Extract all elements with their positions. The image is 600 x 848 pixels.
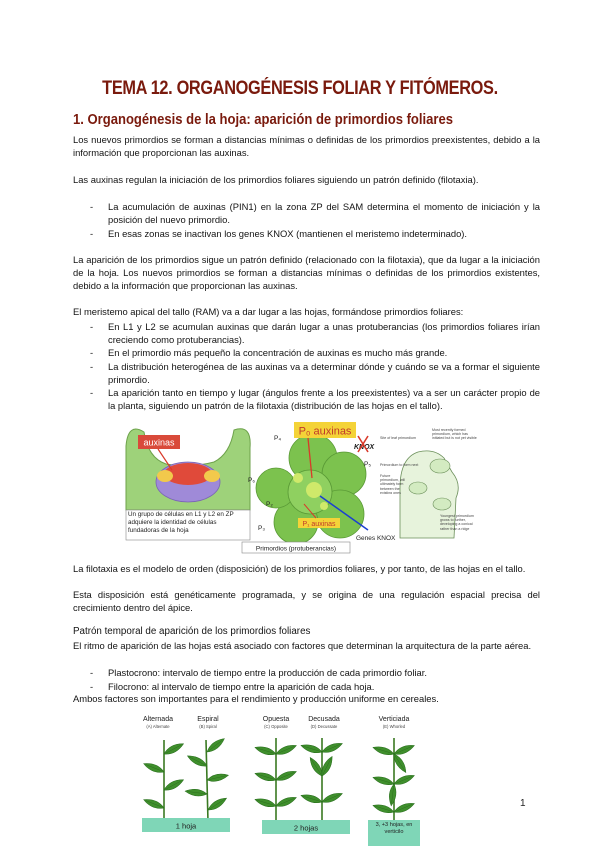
type-opuesta-sub: (C) Opposite bbox=[264, 724, 288, 729]
box-2-hojas-label: 2 hojas bbox=[293, 823, 319, 833]
type-espiral: Espiral bbox=[197, 716, 219, 723]
type-decusada: Decusada bbox=[308, 716, 340, 723]
box-3-hojas-label: 3, +3 hojas, en verticilo bbox=[375, 822, 413, 835]
phyllotaxis-figure bbox=[136, 714, 426, 848]
primordia-figure bbox=[118, 418, 478, 558]
paragraph-3: La aparición de los primordios sigue un patrón definido (relacionado con la filotaxia), que da lugar a la iniciación de la hoja. Los nuevos primordios se forman a distancias mínimas o definidas de los primordios existentes, debido a la información que proporcionan las auxinas. bbox=[73, 254, 540, 292]
right-note-4: Future primordium, will ultimately form between the existing ones bbox=[380, 474, 405, 494]
p2-label: P₂ bbox=[266, 501, 273, 508]
document-page: TEMA 12. ORGANOGÉNESIS FOLIAR Y FITÓMEROS. 1. Organogénesis de la hoja: aparición de primordios foliares Los nuevos primordios se forman a distancias mínimas o definidas de los primordios preexistentes, debido a la información que proporcionan las auxinas. Las auxinas regulan la iniciación de los primordios foliares siguiendo un patrón definido (filotaxia). - La acumulación de auxinas (PIN1) en la zona ZP del SAM determina el momento de iniciación y la posición del nuevo primordio. - En esas zonas se inactivan los genes KNOX (mantienen el meristemo indeterminado). La aparición de los primordios sigue un patrón definido (relacionado con la filotaxia), que da lugar a la iniciación de la hoja. Los nuevos primordios se forman a distancias mínimas o definidas de los primordios existentes, debido a la información que proporcionan las auxinas. El meristemo apical del tallo (RAM) va a dar lugar a las hojas, formándose primordios foliares: - En L1 y L2 se acumulan auxinas que darán lugar a unas protuberancias (los primordios foliares irían creciendo como protuberancias). - En el primordio más pequeño la concentración de auxinas es mucho más grande. - La distribución heterogénea de las auxinas va a determinar dónde y cuándo se va a formar el siguiente primordio. - La aparición tanto en tiempo y lugar (ángulos frente a los preexistentes) va a ser un carácter propio de la planta, siguiendo un patrón de la filotaxia (distribución de las hojas en el tallo). auxinas Un grupo de células en L1 y L2 en ZP adquiere la identidad de células fundadoras de la hoja P₀ auxinas KNOX P₁ auxinas Genes KNOX P₄ P₅ P₃ P₆ P₂ Primordios (protuberancias) Site of leaf primordium Most recently formed primordium, which has initiated but is not yet visible Primordium to form next Future primordium, will ultimately form between the existing ones Youngest primordium grows to further, developing a conical rather than a ridge La filotaxia es el modelo de orden (disposición) de los primordios foliares, y por tanto, de las hojas en el tallo. Esta disposición está genéticamente programada, y se origina de una regulación espacial precisa del crecimiento dentro del ápice. Patrón temporal de aparición de los primordios foliares El ritmo de aparición de las hojas está asociado con factores que determinan la arquitectura de la parte aérea. - Plastocrono: intervalo de tiempo entre la producción de cada primordio foliar. - Filocrono: al intervalo de tiempo entre la aparición de cada hoja. Ambos factores son importantes para el rendimiento y producción uniforme en cereales. Alternada (A) Alternate Espiral (B) Spiral Opuesta (C) Opposite Decusada (D) Decussate Verticiada (E) Whorled 1 hoja 2 hojas 3, +3 hojas, en verticilo 1 bbox=[0, 0, 600, 848]
right-note-2: Most recently formed primordium, which has initiated but is not yet visible bbox=[432, 428, 477, 441]
meristem-section-drawing bbox=[126, 429, 250, 510]
p6-label: P₆ bbox=[248, 477, 255, 484]
page-title: TEMA 12. ORGANOGÉNESIS FOLIAR Y FITÓMEROS. bbox=[102, 78, 498, 99]
genes-knox-label: Genes KNOX bbox=[356, 535, 396, 542]
sub-heading: Patrón temporal de aparición de los primordios foliares bbox=[73, 626, 311, 637]
right-note-5: Youngest primordium grows to further, developing a conical rather than a ridge bbox=[440, 514, 474, 531]
section-heading: 1. Organogénesis de la hoja: aparición de primordios foliares bbox=[73, 112, 454, 128]
type-alternada: Alternada bbox=[143, 716, 173, 723]
box-1-hoja-label: 1 hoja bbox=[175, 821, 197, 831]
paragraph-7: El ritmo de aparición de las hojas está asociado con factores que determinan la arquitectura de la parte aérea. bbox=[73, 640, 532, 651]
paragraph-2: Las auxinas regulan la iniciación de los primordios foliares siguiendo un patrón definido (filotaxia). bbox=[73, 174, 479, 185]
right-note-1: Site of leaf primordium bbox=[380, 436, 416, 440]
p0-auxinas-label: P₀ auxinas bbox=[298, 425, 352, 438]
paragraph-8: Ambos factores son importantes para el rendimiento y producción uniforme en cereales. bbox=[73, 693, 439, 704]
apex-top-view bbox=[248, 422, 396, 544]
p5-label: P₅ bbox=[364, 461, 371, 468]
p3-label: P₃ bbox=[258, 525, 265, 532]
type-alternada-sub: (A) Alternate bbox=[146, 724, 170, 729]
paragraph-4: El meristemo apical del tallo (RAM) va a dar lugar a las hojas, formándose primordios foliares: bbox=[73, 306, 464, 317]
type-opuesta: Opuesta bbox=[262, 716, 290, 723]
p1-auxinas-label: P₁ auxinas bbox=[302, 521, 336, 528]
type-verticiada: Verticiada bbox=[378, 716, 410, 723]
caption-founder-cells: Un grupo de células en L1 y L2 en ZP adquiere la identidad de células fundadoras de la hoja bbox=[128, 511, 234, 534]
caption-primordios: Primordios (protuberancias) bbox=[255, 545, 337, 553]
paragraph-6: Esta disposición está genéticamente programada, y se origina de una regulación espacial precisa del crecimiento dentro del ápice. bbox=[73, 589, 540, 614]
type-espiral-sub: (B) Spiral bbox=[199, 724, 217, 729]
type-decusada-sub: (D) Decussate bbox=[310, 724, 338, 729]
right-note-3: Primordium to form next bbox=[380, 463, 419, 467]
page-number: 1 bbox=[520, 798, 526, 809]
auxinas-label: auxinas bbox=[143, 437, 175, 448]
paragraph-1: Los nuevos primordios se forman a distancias mínimas o definidas de los primordios preexistentes, debido a la información que proporcionan las auxinas. bbox=[73, 134, 540, 159]
paragraph-5: La filotaxia es el modelo de orden (disposición) de los primordios foliares, y por tanto, de las hojas en el tallo. bbox=[73, 563, 526, 574]
type-verticiada-sub: (E) Whorled bbox=[382, 724, 406, 729]
knox-top-label: KNOX bbox=[354, 444, 375, 451]
p4-label: P₄ bbox=[274, 435, 281, 442]
